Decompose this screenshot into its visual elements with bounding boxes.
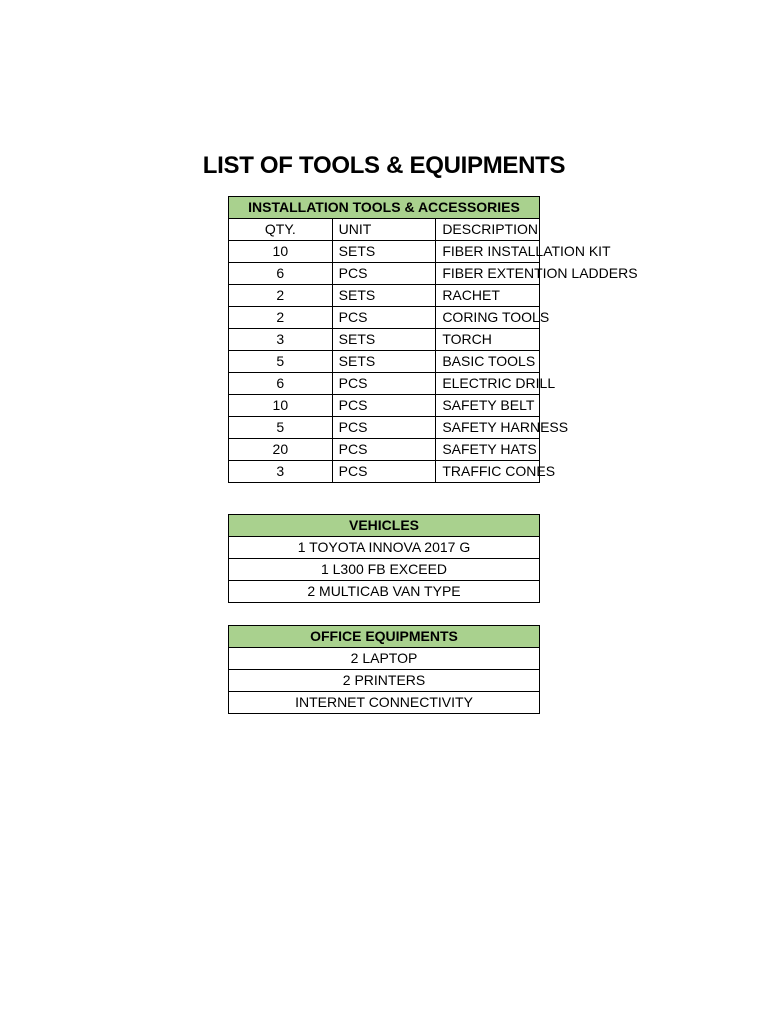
- unit-cell: PCS: [332, 373, 436, 395]
- table-row: [229, 670, 540, 692]
- vehicle-cell: 2 MULTICAB VAN TYPE: [229, 581, 540, 603]
- description-cell: RACHET: [436, 285, 540, 307]
- qty-cell: 20: [229, 439, 333, 461]
- table-row: [229, 461, 540, 483]
- unit-cell: PCS: [332, 439, 436, 461]
- unit-cell: SETS: [332, 241, 436, 263]
- office-table-header: OFFICE EQUIPMENTS: [229, 626, 540, 648]
- qty-column-header: QTY.: [229, 219, 333, 241]
- table-row: [229, 395, 540, 417]
- vehicle-cell: 1 TOYOTA INNOVA 2017 G: [229, 537, 540, 559]
- qty-cell: 6: [229, 263, 333, 285]
- page-title: LIST OF TOOLS & EQUIPMENTS: [202, 152, 566, 179]
- table-row: [229, 581, 540, 603]
- description-cell: CORING TOOLS: [436, 307, 540, 329]
- unit-column-header: UNIT: [332, 219, 436, 241]
- table-row: [229, 439, 540, 461]
- office-item-cell: INTERNET CONNECTIVITY: [229, 692, 540, 714]
- description-cell: ELECTRIC DRILL: [436, 373, 540, 395]
- description-cell: FIBER EXTENTION LADDERS: [436, 263, 540, 285]
- description-cell: SAFETY BELT: [436, 395, 540, 417]
- table-row: [229, 329, 540, 351]
- qty-cell: 2: [229, 307, 333, 329]
- unit-cell: PCS: [332, 263, 436, 285]
- table-row: [229, 285, 540, 307]
- table-row: [229, 351, 540, 373]
- unit-cell: SETS: [332, 285, 436, 307]
- table-row: [229, 559, 540, 581]
- unit-cell: PCS: [332, 417, 436, 439]
- unit-cell: SETS: [332, 351, 436, 373]
- table-row: [229, 417, 540, 439]
- description-column-header: DESCRIPTION: [436, 219, 540, 241]
- qty-cell: 3: [229, 329, 333, 351]
- installation-table-header: INSTALLATION TOOLS & ACCESSORIES: [229, 197, 540, 219]
- unit-cell: SETS: [332, 329, 436, 351]
- table-row: [229, 307, 540, 329]
- table-row: [229, 648, 540, 670]
- unit-cell: PCS: [332, 395, 436, 417]
- office-item-cell: 2 PRINTERS: [229, 670, 540, 692]
- description-cell: SAFETY HARNESS: [436, 417, 540, 439]
- qty-cell: 3: [229, 461, 333, 483]
- table-row: [229, 241, 540, 263]
- table-row: [229, 263, 540, 285]
- description-cell: FIBER INSTALLATION KIT: [436, 241, 540, 263]
- qty-cell: 5: [229, 351, 333, 373]
- qty-cell: 6: [229, 373, 333, 395]
- column-header-row: [229, 219, 540, 241]
- qty-cell: 5: [229, 417, 333, 439]
- office-equipments-table: [228, 625, 540, 714]
- table-row: [229, 373, 540, 395]
- table-row: [229, 537, 540, 559]
- qty-cell: 10: [229, 395, 333, 417]
- description-cell: TRAFFIC CONES: [436, 461, 540, 483]
- description-cell: SAFETY HATS: [436, 439, 540, 461]
- unit-cell: PCS: [332, 307, 436, 329]
- vehicles-table: [228, 514, 540, 603]
- vehicles-table-header: VEHICLES: [229, 515, 540, 537]
- office-item-cell: 2 LAPTOP: [229, 648, 540, 670]
- installation-tools-table: [228, 196, 638, 483]
- unit-cell: PCS: [332, 461, 436, 483]
- qty-cell: 2: [229, 285, 333, 307]
- description-cell: TORCH: [436, 329, 540, 351]
- table-row: [229, 692, 540, 714]
- description-cell: BASIC TOOLS: [436, 351, 540, 373]
- qty-cell: 10: [229, 241, 333, 263]
- vehicle-cell: 1 L300 FB EXCEED: [229, 559, 540, 581]
